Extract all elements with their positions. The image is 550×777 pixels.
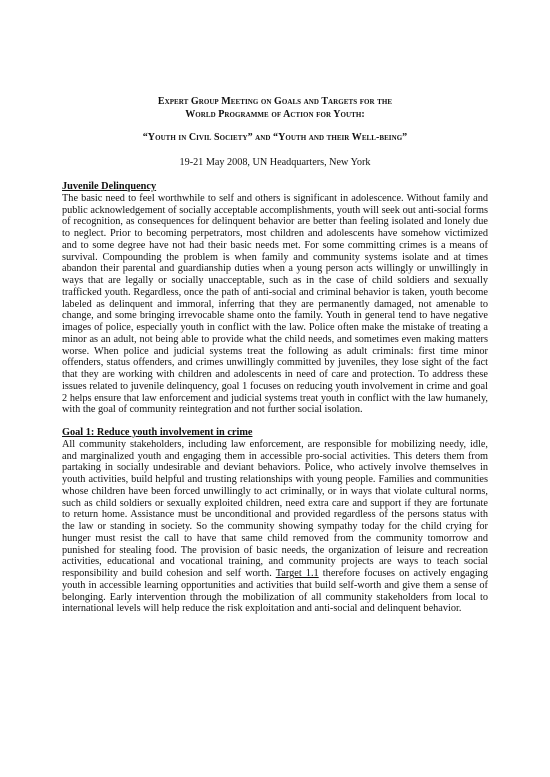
document-body <box>62 181 488 615</box>
goal-1-text-part-2: therefore focuses on actively engaging youth in accessible learning opportunities and activities that build self-worth and give them a sense of belonging. Early intervention through the mobilization of all community stakeholders from local to international levels will help reduce the risk exploitation and anti-social and delinquent behavior. <box>62 568 488 615</box>
target-1-1-reference: Target 1.1 <box>275 568 319 579</box>
goal-1-text-part-1: All community stakeholders, including law enforcement, are responsible for mobilizing needy, idle, and marginalized youth and engaging them in accessible pro-social activities. This deters them from partaking in socially undesirable and deviant behaviors. Police, who actively involve themselves in youth activities, build helpful and trusting relationships with young people. Families and communities whose children have been forced unwillingly to act criminally, or in ways that violate cultural norms, such as child soldiers or sexually exploited children, need extra care and support if they are fortunate to return home. Assistance must be unconditional and provided regardless of the persons status with the law or standing in society. So the community showing sympathy today for the child crying for hunger must resist the call to have that same child removed from the community tomorrow and punished for stealing food. The provision of basic needs, the organization of leisure and recreation activities, educational and vocational training, and community projects are ways to teach social responsibility and build cohesion and self worth. <box>62 438 488 579</box>
juvenile-delinquency-paragraph: The basic need to feel worthwhile to self and others is significant in adolescence. Without family and public acknowledgement of socially acceptable accomplishments, youth will seek out anti-social forms of recognition, as consequences for delinquent behavior are better than feeling isolated and lonely due to neglect. Prior to becoming perpetrators, most children and adolescents have somehow victimized and to some degree have not had their basic needs met. For some committing crimes is a means of survival. Compounding the problem is when family and community systems isolate and at times abandon their parental and guardianship duties when a young person acts willingly or unwillingly in ways that are legally or socially unacceptable, such as in the case of child soldiers and sexually trafficked youth. Regardless, once the path of anti-social and criminal behavior is taken, youth become labeled as delinquent and immoral, inferring that they are permanently damaged, not amenable to change, and some bringing irrevocable shame onto the family. Youth in general tend to have negative images of police, especially youth in conflict with the law. Police often make the mistake of treating a minor as an adult, not being able to provide what the child needs, and sometimes even making matters worse. When police and judicial systems treat the following as adult criminals: first time minor offenders, status offenders, and crimes unwillingly committed by juveniles, they lose sight of the fact that they are working with children and adolescents in need of care and protection. To address these issues related to juvenile delinquency, goal 1 focuses on reducing youth involvement in crime and goal 2 helps ensure that law enforcement and judicial systems treat youth in conflict with the law humanely, with the goal of community reintegration and not further social isolation. <box>62 192 488 416</box>
goal-1-paragraph <box>62 439 488 615</box>
meeting-date-location: 19-21 May 2008, UN Headquarters, New York <box>179 156 371 168</box>
section-heading-juvenile-delinquency: Juvenile Delinquency <box>62 181 157 192</box>
section-heading-goal-1: Goal 1: Reduce youth involvement in crime <box>62 427 253 438</box>
meeting-title-line-1: Expert Group Meeting on Goals and Targets for the <box>157 96 393 107</box>
meeting-title-line-2: World Programme of Action for Youth: <box>185 108 365 120</box>
section-spacer <box>62 416 488 427</box>
meeting-subtitle: “Youth in Civil Society” and “Youth and their Well-being” <box>142 132 408 143</box>
document-header <box>0 96 550 169</box>
